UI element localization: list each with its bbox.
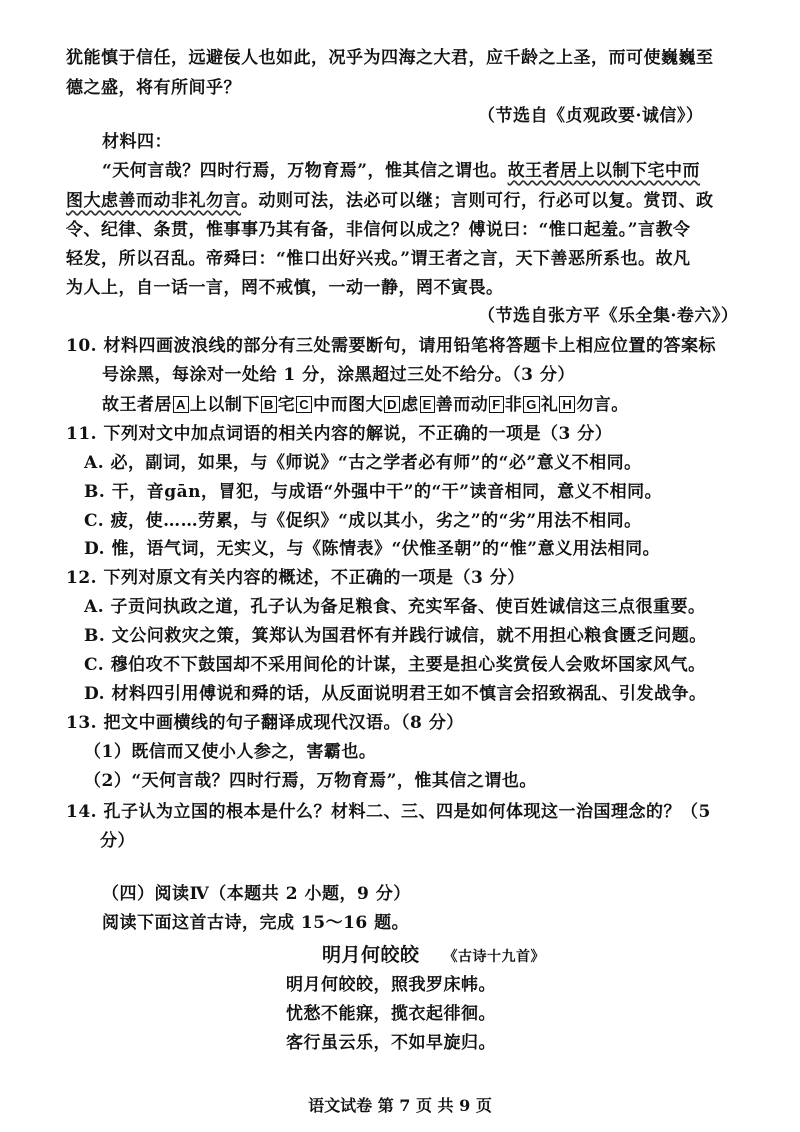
question-11-option-d: D. 惟，语气词，无实义，与《陈情表》“伏惟圣朝”的“惟”意义用法相同。 — [84, 539, 661, 559]
material4-line: 轻发，所以召乱。帝舜曰：“惟口出好兴戎。”谓王者之言，天下善恶所系也。故凡 — [66, 249, 691, 269]
question-10-sentence — [102, 393, 629, 417]
poem-line: 客行虽云乐，不如早旋归。 — [286, 1033, 496, 1053]
question-10-stem: 号涂黑，每涂对一处给 1 分，涂黑超过三处不给分。（3 分） — [102, 365, 575, 385]
question-14-stem: 14. 孔子认为立国的根本是什么？材料二、三、四是如何体现这一治国理念的？（5 — [66, 802, 711, 822]
wavy-text: “天何言哉？四时行焉，万物育焉”，惟其信之谓也。故王者居上以制下宅中而 — [102, 161, 701, 181]
material4-source: （节选自张方平《乐全集·卷六》） — [478, 306, 739, 326]
segment: 上以制下 — [189, 395, 260, 415]
page-footer: 语文试卷 第 7 页 共 9 页 — [308, 1096, 492, 1115]
segment: 善而动 — [435, 395, 489, 415]
answer-marker-c[interactable]: C — [296, 396, 312, 413]
poem-line: 忧愁不能寐，揽衣起徘徊。 — [286, 1004, 496, 1024]
answer-marker-b[interactable]: B — [261, 396, 277, 413]
section-4-instruction: 阅读下面这首古诗，完成 15～16 题。 — [102, 913, 410, 933]
question-11-option-c: C. 疲，使……劳累，与《促织》“成以其小，劣之”的“劣”用法不相同。 — [84, 511, 642, 531]
segment: 故王者居 — [102, 395, 172, 415]
question-12-option-a: A. 子贡问执政之道，孔子认为备足粮食、充实军备、使百姓诚信这三点很重要。 — [84, 597, 706, 617]
passage-source: （节选自《贞观政要·诚信》） — [478, 106, 704, 126]
answer-marker-d[interactable]: D — [384, 396, 400, 413]
passage-line: 德之盛，将有所间乎？ — [66, 78, 241, 98]
material4-line — [102, 159, 700, 183]
question-13-stem: 13. 把文中画横线的句子翻译成现代汉语。（8 分） — [66, 713, 464, 733]
segment: 中而图大 — [313, 395, 384, 415]
question-11-stem: 11. 下列对文中加点词语的相关内容的解说，不正确的一项是（3 分） — [66, 424, 613, 444]
wavy-underlined-text: 图大虑善而动非礼勿言 — [66, 191, 241, 211]
question-12-stem: 12. 下列对原文有关内容的概述，不正确的一项是（3 分） — [66, 568, 525, 588]
poem-source: 《古诗十九首》 — [443, 949, 546, 965]
segment: 宅 — [277, 395, 296, 415]
poem-title: 明月何皎皎 — [322, 944, 420, 966]
answer-marker-f[interactable]: F — [489, 396, 503, 413]
question-12-option-c: C. 穆伯攻不下鼓国却不采用间伦的计谋，主要是担心奖赏佞人会败坏国家风气。 — [84, 655, 706, 675]
passage-line: 犹能慎于信任，远避佞人也如此，况乎为四海之大君，应千龄之上圣，而可使巍巍至 — [66, 48, 714, 68]
question-12-option-b: B. 文公问救灾之策，箕郑认为国君怀有并践行诚信，就不用担心粮食匮乏问题。 — [84, 626, 707, 646]
question-13-item-2: （2）“天何言哉？四时行焉，万物育焉”，惟其信之谓也。 — [84, 771, 537, 791]
answer-marker-e[interactable]: E — [420, 396, 435, 413]
segment: 非 — [504, 395, 523, 415]
question-11-option-a: A. 必，副词，如果，与《师说》“古之学者必有师”的“必”意义不相同。 — [84, 453, 642, 473]
answer-marker-a[interactable]: A — [173, 396, 189, 413]
material4-line — [66, 189, 714, 213]
material4-heading: 材料四： — [102, 132, 172, 152]
answer-marker-g[interactable]: G — [523, 396, 540, 413]
segment: 虑 — [401, 395, 419, 415]
segment: 礼 — [540, 395, 559, 415]
poem-line: 明月何皎皎，照我罗床帏。 — [286, 975, 496, 995]
wavy-text: 图大虑善而动非礼勿言。动则可法，法必可以继；言则可行，行必可以复。赏罚、政 — [66, 191, 714, 211]
wavy-underlined-text: 故王者居上以制下宅中而 — [507, 161, 701, 181]
question-13-item-1: （1）既信而又使小人参之，害霸也。 — [84, 742, 377, 762]
segment: 勿言。 — [576, 395, 629, 415]
section-4-heading: （四）阅读Ⅳ（本题共 2 小题，9 分） — [102, 884, 411, 904]
material4-line: 为人上，自一话一言，罔不戒慎，一动一静，罔不寅畏。 — [66, 278, 504, 298]
question-14-stem: 分） — [100, 831, 135, 851]
answer-marker-h[interactable]: H — [559, 396, 575, 413]
question-11-option-b: B. 干，音gān，冒犯，与成语“外强中干”的“干”读音相同，意义不相同。 — [84, 482, 663, 502]
question-10-stem: 10. 材料四画波浪线的部分有三处需要断句，请用铅笔将答题卡上相应位置的答案标 — [66, 336, 716, 356]
question-12-option-d: D. 材料四引用傅说和舜的话，从反面说明君王如不慎言会招致祸乱、引发战争。 — [84, 684, 707, 704]
poem-heading — [322, 943, 545, 969]
material4-line: 令、纪律、条贯，惟事事乃其有备，非信何以成之？傅说曰：“惟口起羞。”言教令 — [66, 220, 691, 240]
